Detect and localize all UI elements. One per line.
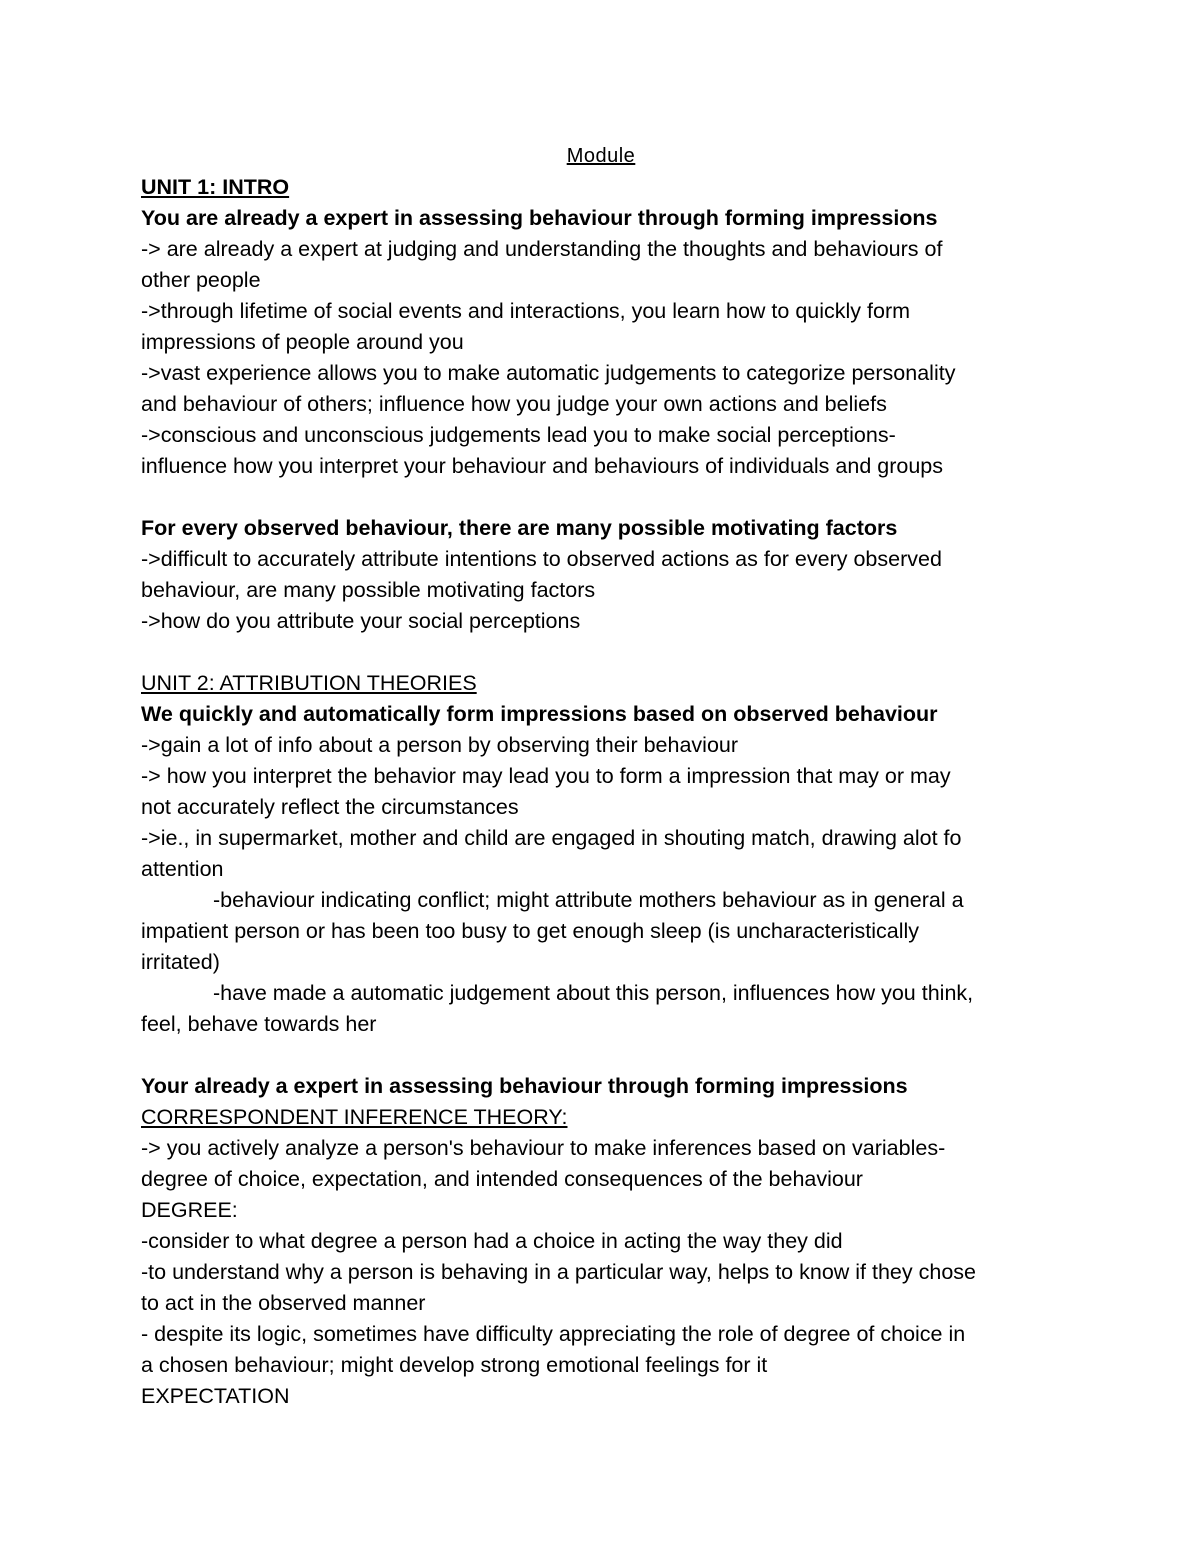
text-line: -> are already a expert at judging and understanding the thoughts and behaviours of (141, 237, 943, 261)
blank-line (141, 637, 1061, 668)
text-line: - despite its logic, sometimes have difficulty appreciating the role of degree of choice in (141, 1322, 966, 1346)
blank-line (141, 482, 1061, 513)
text-line: degree of choice, expectation, and intended consequences of the behaviour (141, 1167, 863, 1191)
text-line: and behaviour of others; influence how you judge your own actions and beliefs (141, 392, 887, 416)
unit1-heading: UNIT 1: INTRO (141, 175, 290, 199)
text-line: ->difficult to accurately attribute intentions to observed actions as for every observed (141, 547, 942, 571)
text-line: -> you actively analyze a person's behaviour to make inferences based on variables- (141, 1136, 946, 1160)
unit2-subheading-2: Your already a expert in assessing behaviour through forming impressions (141, 1074, 908, 1098)
indented-line: -have made a automatic judgement about this person, influences how you think, (213, 981, 974, 1005)
section-label-degree: DEGREE: (141, 1198, 238, 1222)
text-line: behaviour, are many possible motivating factors (141, 578, 596, 602)
text-line: -> how you interpret the behavior may lead you to form a impression that may or may (141, 764, 951, 788)
text-line: ->how do you attribute your social perceptions (141, 609, 581, 633)
text-line: not accurately reflect the circumstances (141, 795, 519, 819)
document-page (141, 141, 1061, 1412)
text-line: impatient person or has been too busy to get enough sleep (is uncharacteristically (141, 919, 920, 943)
text-line: other people (141, 268, 261, 292)
text-line: to act in the observed manner (141, 1291, 426, 1315)
text-line: ->conscious and unconscious judgements lead you to make social perceptions- (141, 423, 896, 447)
text-line: ->gain a lot of info about a person by observing their behaviour (141, 733, 739, 757)
text-line: -to understand why a person is behaving in a particular way, helps to know if they chose (141, 1260, 976, 1284)
text-line: impressions of people around you (141, 330, 464, 354)
unit1-subheading-1: You are already a expert in assessing behaviour through forming impressions (141, 206, 938, 230)
text-line: attention (141, 857, 224, 881)
text-line: ->ie., in supermarket, mother and child are engaged in shouting match, drawing alot fo (141, 826, 962, 850)
text-line: irritated) (141, 950, 220, 974)
text-line: a chosen behaviour; might develop strong emotional feelings for it (141, 1353, 768, 1377)
theory-heading: CORRESPONDENT INFERENCE THEORY: (141, 1105, 568, 1129)
unit2-subheading-1: We quickly and automatically form impressions based on observed behaviour (141, 702, 938, 726)
unit1-subheading-2: For every observed behaviour, there are many possible motivating factors (141, 516, 898, 540)
text-line: ->through lifetime of social events and interactions, you learn how to quickly form (141, 299, 911, 323)
indented-line: -behaviour indicating conflict; might attribute mothers behaviour as in general a (213, 888, 964, 912)
text-line: feel, behave towards her (141, 1012, 377, 1036)
section-label-expectation: EXPECTATION (141, 1384, 290, 1408)
unit2-heading: UNIT 2: ATTRIBUTION THEORIES (141, 671, 477, 695)
text-line: -consider to what degree a person had a choice in acting the way they did (141, 1229, 843, 1253)
text-line: ->vast experience allows you to make automatic judgements to categorize personality (141, 361, 956, 385)
text-line: influence how you interpret your behaviour and behaviours of individuals and groups (141, 454, 943, 478)
document-title: Module (566, 145, 636, 167)
blank-line (141, 1040, 1061, 1071)
